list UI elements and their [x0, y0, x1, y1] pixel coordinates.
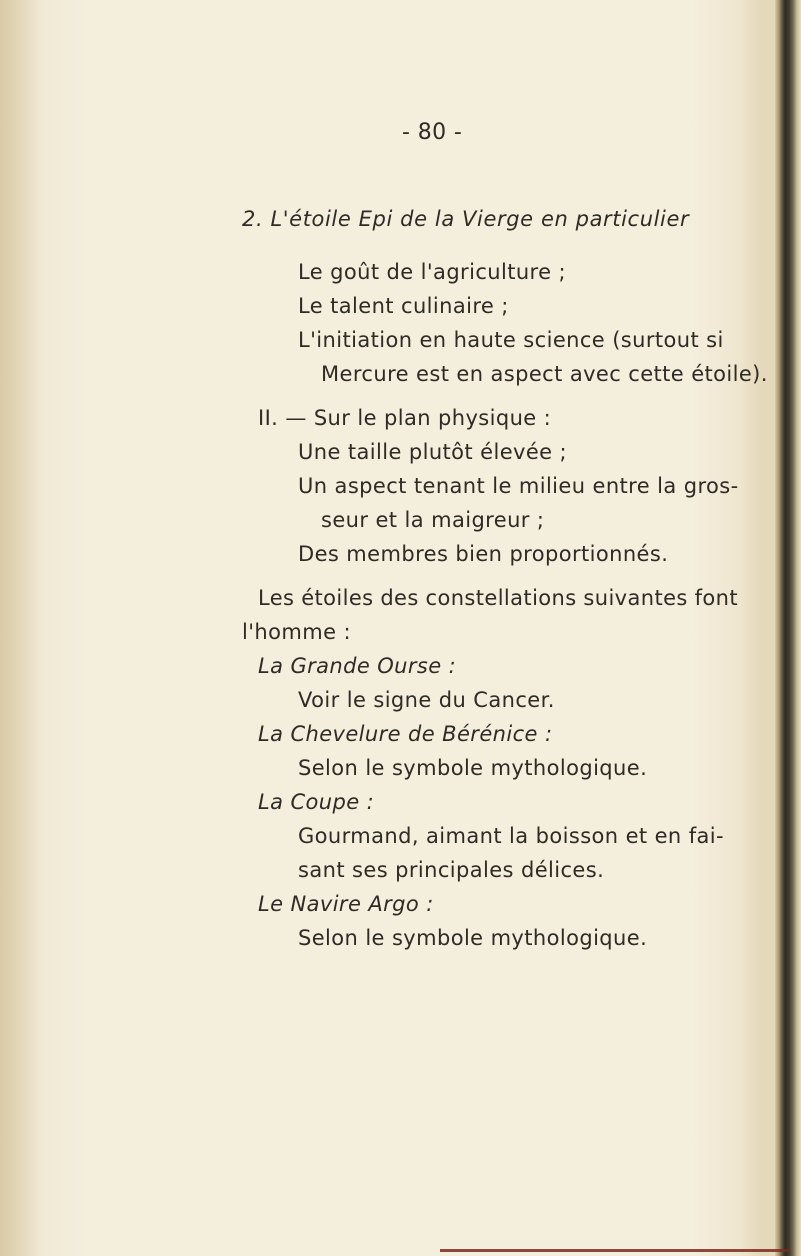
physical-trait-line: Une taille plutôt élevée ;	[298, 440, 568, 464]
constellation-description: Selon le symbole mythologique.	[298, 756, 648, 780]
constellation-description: Gourmand, aimant la boisson et en fai-	[298, 824, 724, 848]
constellations-intro-continuation: l'homme :	[242, 620, 351, 644]
intro-word: constellations	[425, 586, 577, 610]
intro-word: étoiles	[301, 586, 374, 610]
intro-word: suivantes	[583, 586, 688, 610]
section-heading: 2. L'étoile Epi de la Vierge en particulier	[242, 207, 690, 231]
constellation-description: Selon le symbole mythologique.	[298, 926, 648, 950]
page-left-stain	[0, 0, 40, 1256]
physical-trait-line: seur et la maigreur ;	[321, 508, 545, 532]
moral-trait-line: Le talent culinaire ;	[298, 294, 509, 318]
intro-word: Les	[258, 586, 295, 610]
intro-word: font	[694, 586, 738, 610]
physical-trait-line: Un aspect tenant le milieu entre la gros-	[298, 474, 739, 498]
constellation-name: La Chevelure de Bérénice :	[258, 722, 553, 746]
moral-trait-line: Mercure est en aspect avec cette étoile).	[321, 362, 768, 386]
constellation-description: Voir le signe du Cancer.	[298, 688, 555, 712]
constellations-intro-line	[258, 583, 738, 613]
constellation-name: La Coupe :	[258, 790, 375, 814]
moral-trait-line: L'initiation en haute science (surtout si	[298, 328, 724, 352]
page-bottom-edge	[440, 1249, 790, 1252]
book-binding-edge	[775, 0, 801, 1256]
intro-word: des	[380, 586, 419, 610]
constellation-name: La Grande Ourse :	[258, 654, 457, 678]
physical-section-intro: II. — Sur le plan physique :	[258, 406, 552, 430]
page-number: - 80 -	[402, 120, 463, 145]
constellation-description: sant ses principales délices.	[298, 858, 605, 882]
moral-trait-line: Le goût de l'agriculture ;	[298, 260, 566, 284]
physical-trait-line: Des membres bien proportionnés.	[298, 542, 669, 566]
constellation-name: Le Navire Argo :	[258, 892, 434, 916]
